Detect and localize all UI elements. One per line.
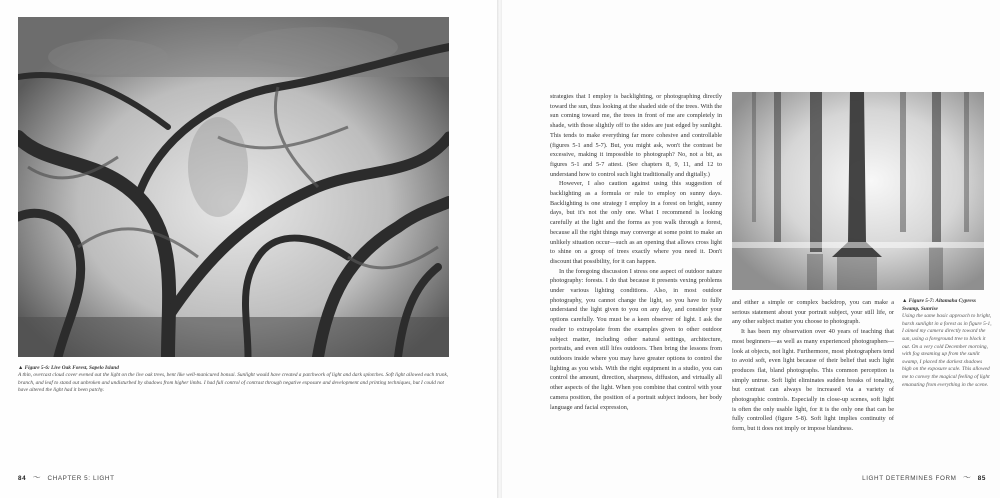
swash-ornament-icon: 〜 [32, 473, 42, 482]
body-paragraph: In the foregoing discussion I stress one aspect of outdoor nature photography: forests. I do that because it presents vexing problems under various lighting conditions. Also, in most outdoor photography, you cannot change the light, so you have to fully understand the light given to you on any day, and consider your options carefully. You must be a keen observer of light. I ask the reader to extrapolate from the examples given to other outdoor subject matter, including other natural settings, architecture, portraits, and even still lifes outdoors. Then bring the lessons from outdoors inside where you may have greater options to control the lighting as you wish. With the right equipment in a studio, you can control the amount, direction, sharpness, diffusion, and virtually all other aspects of the light. When you combine that control with your camera position, the position of a portrait subject indoors, her body language and facial expression, [550, 267, 722, 411]
figure-5-6-caption [18, 365, 449, 395]
right-running-head: LIGHT DETERMINES FORM [862, 475, 957, 482]
body-column-1 [550, 92, 722, 412]
left-folio [18, 472, 115, 483]
body-paragraph: It has been my observation over 40 years of teaching that most beginners—as well as many experienced photographers—look at objects, not light. Furthermore, most photographers tend to avoid soft, even light because of their belief that such light produces flat, bland photographs. This common perception is simply untrue. Soft light eliminates sudden breaks of tonality, but contrast can always be increased via a variety of photographic controls. Especially in close-up scenes, soft light is often the only usable light, for it is the only one that can be fully controlled (figure 5-8). Soft light implies continuity of form, but it does not imply or impose blandness. [732, 328, 894, 433]
left-page-number: 84 [18, 475, 27, 482]
body-paragraph: strategies that I employ is backlighting, or photographing directly toward the sun, thus looking at the shaded side of the trees. With the sun coming toward me, the trees in front of me are completely in shade, with those slightly off to the sides are just edged by sunlight. This tends to make everything far more cohesive and controllable (figures 5-1 and 5-7). But, you might ask, won't the contrast be excessive, making it impossible to photograph? No, not a bit, as figures 5-1 and 5-7 attest. (See chapters 8, 9, 11, and 12 to understand how to control such light traditionally and digitally.) [550, 93, 722, 178]
figure-5-7-caption-text: Using the same basic approach to bright, harsh sunlight in a forest as in figure 5-1, I aimed my camera directly toward the sun, using a foreground tree to block it out. On a very cold December morning, with fog steaming up from the sunlit swamp, I placed the darkest shadows high on the exposure scale. This allowed me to convey the magical feeling of light emanating from everything in the scene. [902, 313, 992, 388]
figure-5-7-label: ▲ Figure 5-7: Altamaha Cypress Swamp, Sunrise [902, 298, 977, 312]
swash-ornament-icon: 〜 [962, 473, 972, 482]
figure-5-6-caption-text: A thin, overcast cloud cover evened out the light on the live oak trees, bent like well-manicured bonsai. Sunlight would have created a patchwork of light and dark splotches. Soft light allowed each trunk, branch, and leaf to stand out unbroken and undisturbed by shadows from higher limbs. I had full control of contrast through negative exposure and development and printing techniques, but I could not have altered the light had it been patchy. [18, 372, 449, 394]
body-paragraph: However, I also caution against using this suggestion of backlighting as a formula or rule to employ on sunny days. Backlighting is one strategy I employ in a forest on bright, sunny days, but it's not the only one. What I recommend is looking carefully at the light and the forms as you walk through a forest, because all the right things may converge at some point to make an unlikely situation occur—such as an opening that allows cross light to shine on a group of trees exactly where you need it. Don't discount that possibility, for it can happen. [550, 180, 722, 265]
live-oak-forest-photo [18, 17, 449, 357]
right-page [502, 0, 1000, 498]
figure-5-7-caption [902, 298, 992, 389]
left-running-head: CHAPTER 5: LIGHT [47, 475, 115, 482]
right-folio [862, 472, 986, 483]
figure-5-6-label: ▲ Figure 5-6: Live Oak Forest, Sapelo Island [18, 365, 119, 371]
body-column-2 [732, 298, 894, 434]
cypress-swamp-photo [732, 92, 984, 290]
left-page [0, 0, 498, 498]
right-page-number: 85 [977, 475, 986, 482]
body-paragraph: and either a simple or complex backdrop, you can make a serious statement about your portrait subject, your still life, or any other subject matter you choose to photograph. [732, 299, 894, 326]
